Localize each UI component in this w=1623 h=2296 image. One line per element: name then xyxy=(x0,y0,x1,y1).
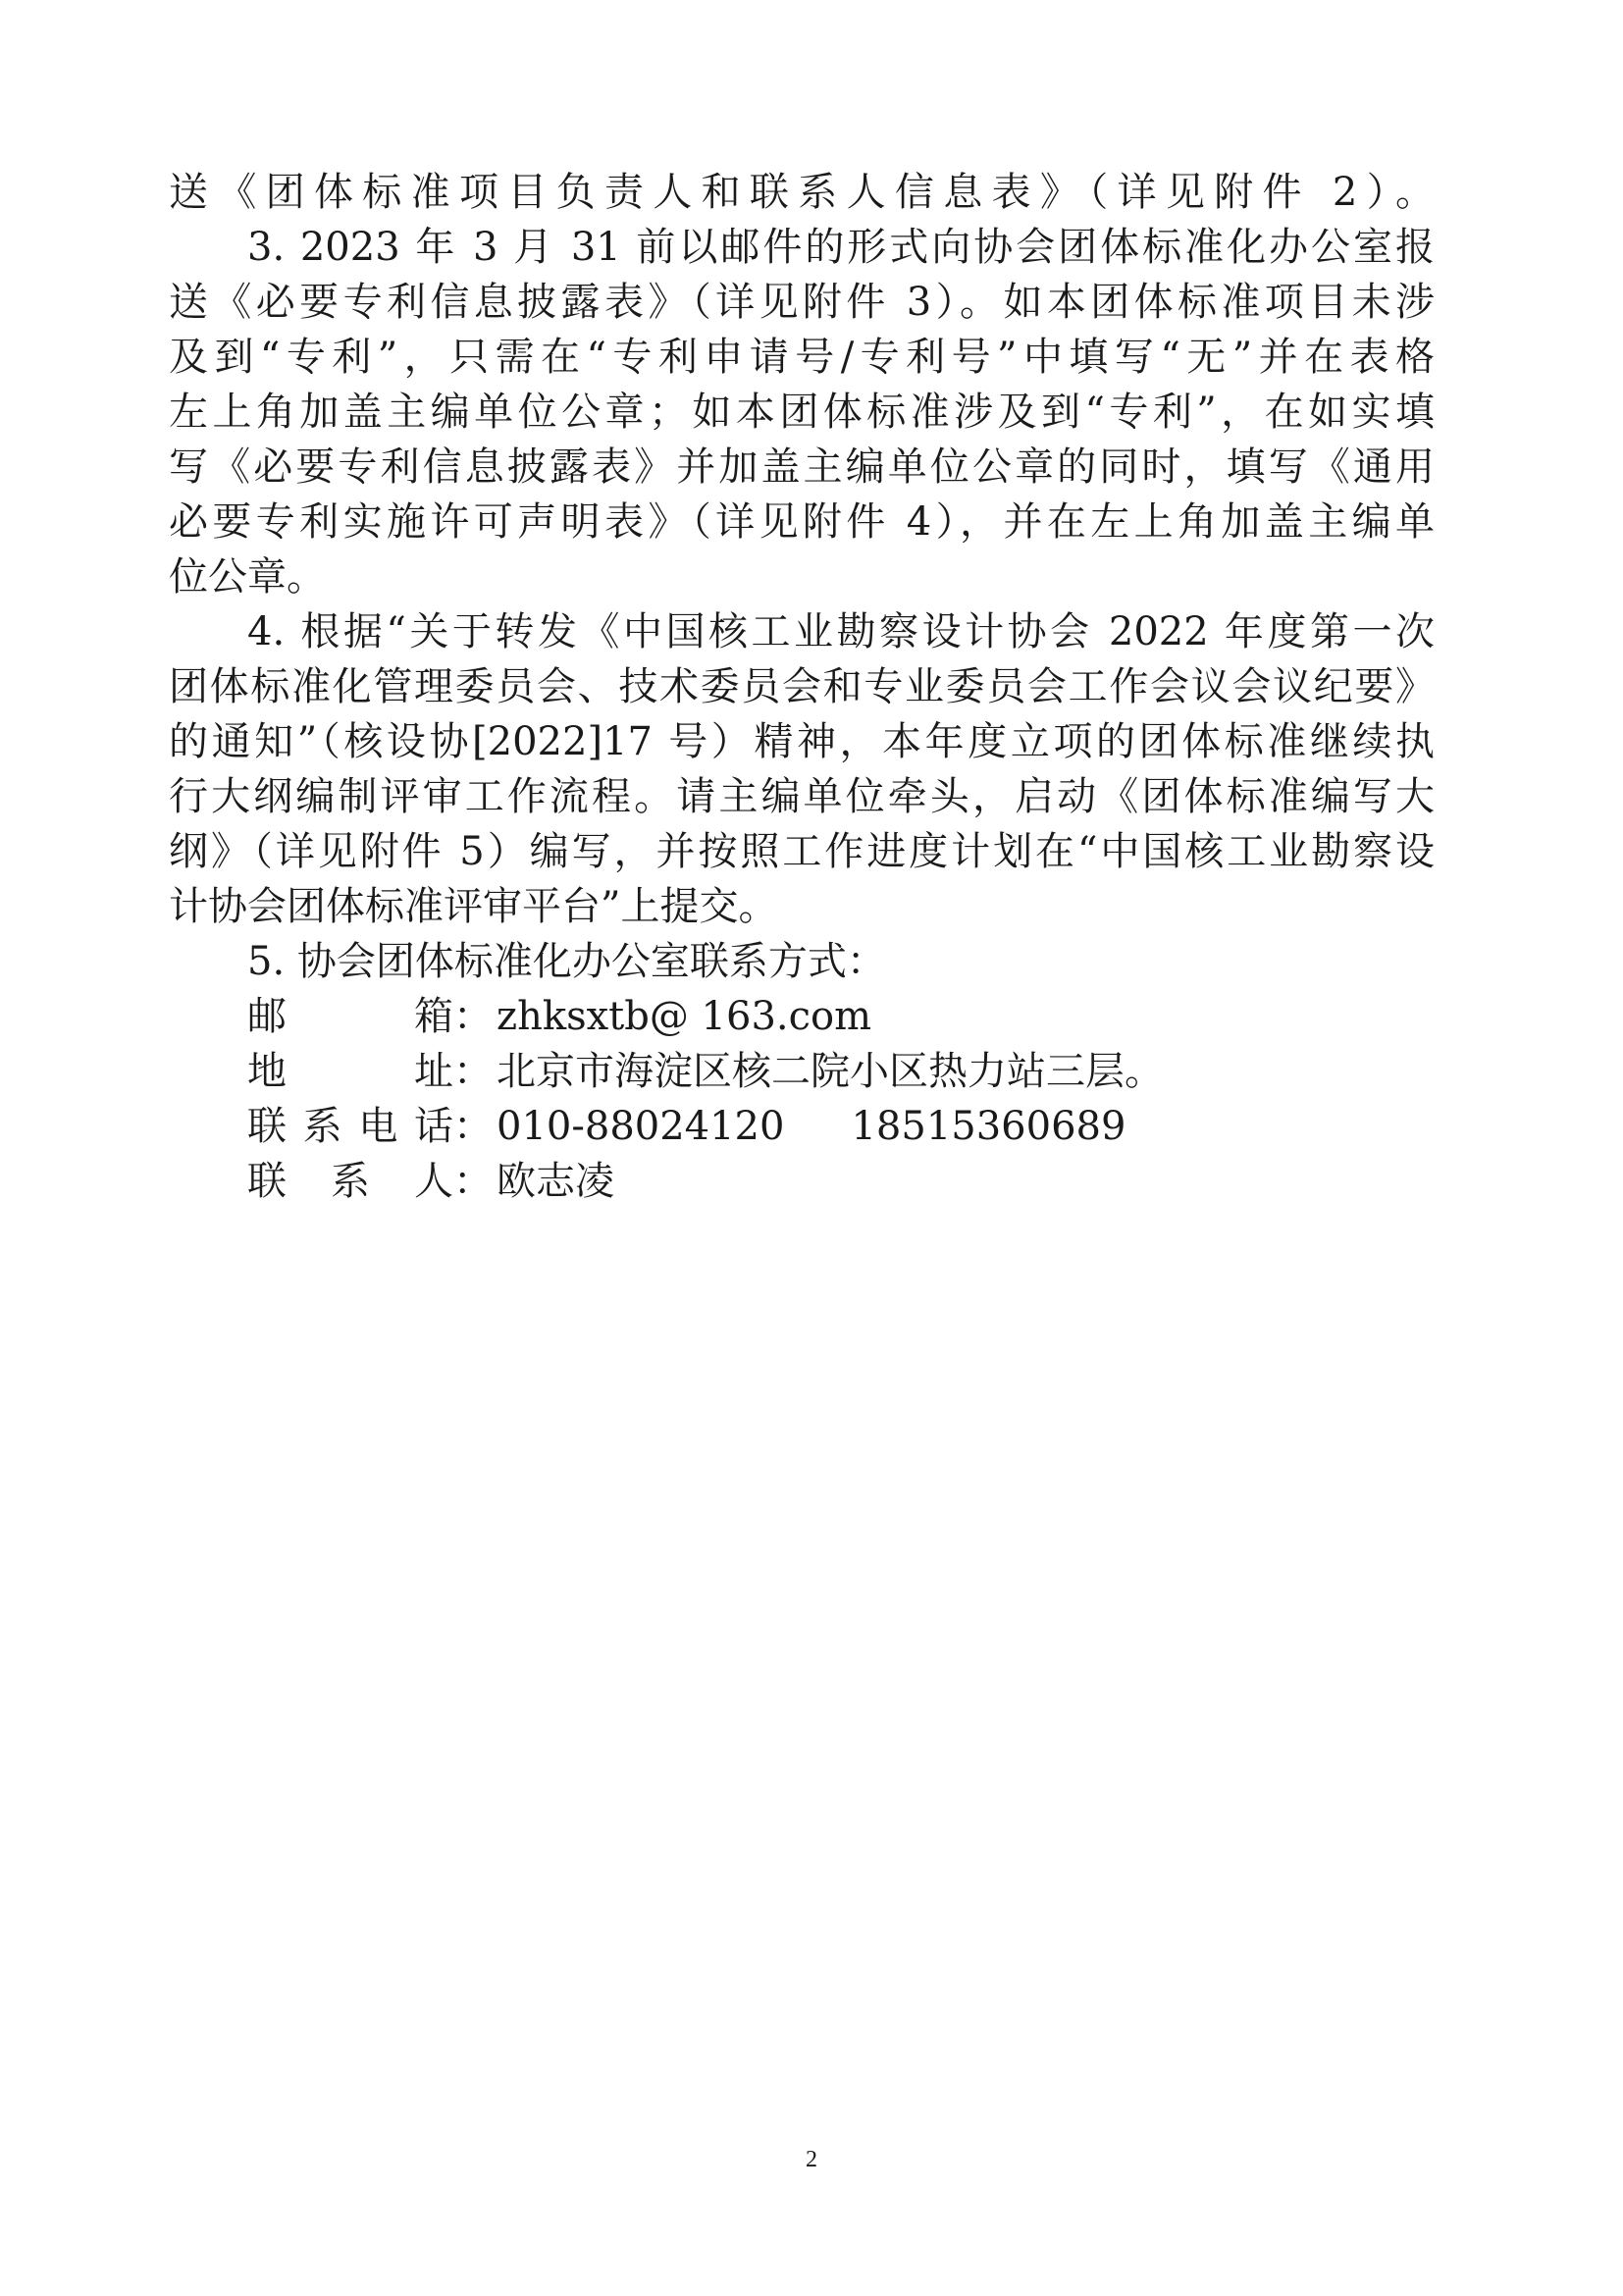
paragraph-line: 必要专利实施许可声明表》（详见附件 4），并在左上角加盖主编单 xyxy=(169,499,1435,545)
address-colon: ： xyxy=(453,1049,493,1094)
email-colon: ： xyxy=(453,994,493,1039)
paragraph-line: 送《必要专利信息披露表》（详见附件 3）。如本团体标准项目未涉 xyxy=(169,280,1435,325)
address-value: 北京市海淀区核二院小区热力站三层。 xyxy=(497,1049,1164,1094)
contact-email-row xyxy=(247,991,871,1042)
paragraph-line: 团体标准化管理委员会、技术委员会和专业委员会工作会议会议纪要》 xyxy=(169,664,1435,709)
contact-address-row xyxy=(247,1046,1164,1097)
address-label: 地址 xyxy=(247,1049,453,1094)
paragraph-line: 3. 2023 年 3 月 31 前以邮件的形式向协会团体标准化办公室报 xyxy=(247,225,1435,270)
contact-phone-row xyxy=(247,1101,1126,1152)
paragraph-line: 纲》（详见附件 5）编写，并按照工作进度计划在“中国核工业勘察设 xyxy=(169,829,1435,874)
phone-colon: ： xyxy=(453,1104,493,1149)
contact-person-row xyxy=(247,1156,614,1207)
phone-label: 联系电话 xyxy=(247,1104,453,1149)
phone-value-1: 010-88024120 xyxy=(497,1104,785,1149)
page-number: 2 xyxy=(806,2147,817,2172)
person-value: 欧志凌 xyxy=(497,1159,614,1204)
email-value: zhksxtb@ 163.com xyxy=(497,994,872,1039)
paragraph-line: 位公章。 xyxy=(169,554,326,600)
paragraph-line: 行大纲编制评审工作流程。请主编单位牵头，启动《团体标准编写大 xyxy=(169,774,1435,819)
paragraph-line: 5. 协会团体标准化办公室联系方式： xyxy=(247,939,886,984)
paragraph-line: 写《必要专利信息披露表》并加盖主编单位公章的同时，填写《通用 xyxy=(169,444,1435,490)
paragraph-line: 4. 根据“关于转发《中国核工业勘察设计协会 2022 年度第一次 xyxy=(247,609,1435,654)
person-colon: ： xyxy=(453,1159,493,1204)
paragraph-line: 左上角加盖主编单位公章；如本团体标准涉及到“专利”，在如实填 xyxy=(169,390,1435,435)
email-label: 邮箱 xyxy=(247,994,453,1039)
person-label: 联系人 xyxy=(247,1159,453,1204)
paragraph-line: 的通知”（核设协[2022]17 号）精神，本年度立项的团体标准继续执 xyxy=(169,719,1435,764)
phone-value-2: 18515360689 xyxy=(851,1104,1126,1149)
paragraph-line: 计协会团体标准评审平台”上提交。 xyxy=(169,884,778,929)
paragraph-line: 及到“专利”，只需在“专利申请号/专利号”中填写“无”并在表格 xyxy=(169,335,1435,380)
paragraph-line: 送《团体标准项目负责人和联系人信息表》（详见附件 2）。 xyxy=(169,170,1435,215)
